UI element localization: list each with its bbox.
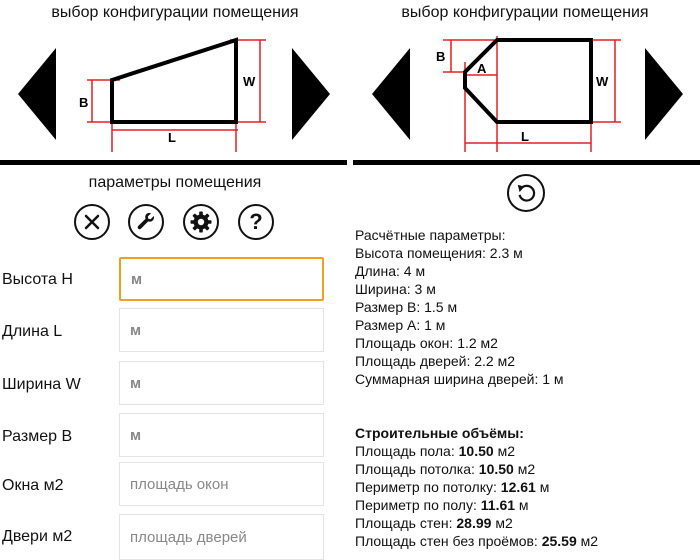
settings-tools-button[interactable] [128, 204, 164, 240]
divider-right [353, 160, 700, 165]
volume-line: Площадь стен: 28.99 м2 [355, 515, 513, 531]
dim-label-w: W [596, 74, 609, 89]
label-doors: Двери м2 [2, 528, 73, 545]
wrench-icon [135, 211, 157, 233]
dim-label-b: B [79, 95, 89, 110]
calc-line: Ширина: 3 м [355, 281, 436, 297]
label-width: Ширина W [2, 376, 81, 393]
calc-line: Высота помещения: 2.3 м [355, 245, 523, 261]
volume-line: Периметр по потолку: 12.61 м [355, 479, 550, 495]
windows-area-input[interactable] [119, 462, 324, 506]
calc-line: Размер A: 1 м [355, 317, 446, 333]
label-windows: Окна м2 [2, 477, 64, 494]
calc-params-block [355, 226, 564, 388]
volume-line: Площадь пола: 10.50 м2 [355, 443, 515, 459]
volume-line: Периметр по полу: 11.61 м [355, 497, 529, 513]
prev-arrow-right[interactable] [372, 48, 412, 140]
size-b-input[interactable] [119, 413, 324, 457]
refresh-button[interactable] [507, 174, 545, 212]
config-title-right: выбор конфигурации помещения [401, 4, 649, 21]
calc-line: Длина: 4 м [355, 263, 426, 279]
refresh-icon [515, 182, 537, 204]
room-diagram-right [425, 30, 635, 155]
calc-line: Площадь дверей: 2.2 м2 [355, 353, 516, 369]
gear-icon [189, 210, 213, 234]
divider-left [0, 160, 347, 165]
volumes-header: Строительные объёмы: [355, 425, 524, 441]
calc-line: Суммарная ширина дверей: 1 м [355, 371, 564, 387]
next-arrow-left[interactable] [292, 48, 332, 140]
settings-button[interactable] [183, 204, 219, 240]
prev-arrow-left[interactable] [18, 48, 58, 140]
dim-label-l: L [168, 130, 176, 145]
label-height: Высота H [2, 271, 73, 288]
room-diagram-left [70, 30, 280, 155]
close-icon [82, 212, 102, 232]
dim-label-a: A [477, 61, 487, 76]
volume-line: Площадь стен без проёмов: 25.59 м2 [355, 533, 599, 549]
length-input[interactable] [119, 308, 324, 352]
volumes-block [355, 424, 598, 550]
dim-label-w: W [243, 74, 256, 89]
volume-line: Площадь потолка: 10.50 м2 [355, 461, 536, 477]
label-length: Длина L [2, 323, 63, 340]
calc-header: Расчётные параметры: [355, 227, 506, 243]
next-arrow-right[interactable] [645, 48, 685, 140]
config-title-left: выбор конфигурации помещения [51, 4, 299, 21]
width-input[interactable] [119, 361, 324, 405]
params-title: параметры помещения [88, 174, 262, 191]
dim-label-b: B [436, 49, 446, 64]
height-input[interactable] [119, 257, 324, 301]
calc-line: Площадь окон: 1.2 м2 [355, 335, 498, 351]
help-button[interactable] [238, 204, 274, 240]
help-icon: ? [249, 209, 263, 234]
dim-label-l: L [521, 129, 529, 144]
doors-area-input[interactable] [119, 514, 324, 560]
calc-line: Размер B: 1.5 м [355, 299, 458, 315]
close-button[interactable] [74, 204, 110, 240]
label-size-b: Размер B [2, 428, 73, 445]
